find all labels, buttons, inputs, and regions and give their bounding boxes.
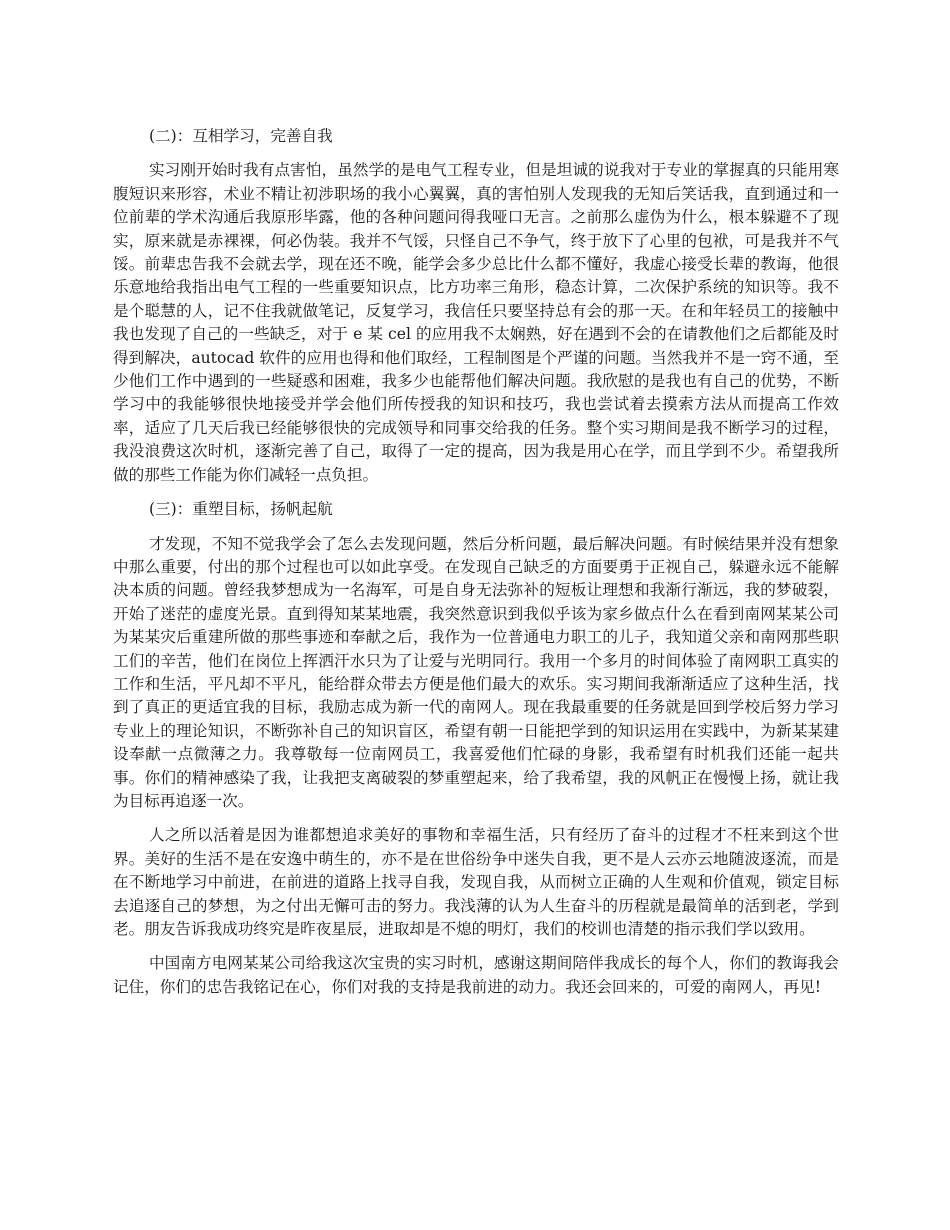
section-heading-3: (三)：重塑目标，扬帆起航 xyxy=(149,500,333,519)
paragraph-learning: 实习刚开始时我有点害怕，虽然学的是电气工程专业，但是坦诚的说我对于专业的掌握真的只能用寒腹短识来形容，术业不精让初涉职场的我小心翼翼，真的害怕别人发现我的无知后笑话我，直到通过和一位前辈的学术沟通后我原形毕露，他的各种问题问得我哑口无言。之前那么虚伪为什么，根本躲避不了现实，原来就是赤裸裸，何必伪装。我并不气馁，只怪自己不争气，终于放下了心里的包袱，可是我并不气馁。前辈忠告我不会就去学，现在还不晚，能学会多少总比什么都不懂好，我虚心接受长辈的教诲，他很乐意地给我指出电气工程的一些重要知识点，比方功率三角形，稳态计算，二次保护系统的知识等。我不是个聪慧的人，记不住我就做笔记，反复学习，我信任只要坚持总有会的那一天。在和年轻员工的接触中我也发现了自己的一些缺乏，对于 e 某 cel 的应用我不太娴熟，好在遇到不会的在请教他们之后都能及时得到解决，autocad 软件的应用也得和他们取经，工程制图是个严谨的问题。当然我并不是一窍不通，至少他们工作中遇到的一些疑惑和困难，我多少也能帮他们解决问题。我欣慰的是我也有自己的优势，不断学习中的我能够很快地接受并学会他们所传授我的知识和技巧，我也尝试着去摸索方法从而提高工作效率，适应了几天后我已经能够很快的完成领导和同事交给我的任务。整个实习期间是我不断学习的过程，我没浪费这次时机，逐渐完善了自己，取得了一定的提高，因为我是用心在学，而且学到不少。希望我所做的那些工作能为你们减轻一点负担。 xyxy=(113,161,839,484)
paragraph-thanks: 中国南方电网某某公司给我这次宝贵的实习时机，感谢这期间陪伴我成长的每个人，你们的教诲我会记住，你们的忠告我铭记在心，你们对我的支持是我前进的动力。我还会回来的，可爱的南网人，再见! xyxy=(113,954,839,996)
paragraph-goal: 才发现，不知不觉我学会了怎么去发现问题，然后分析问题，最后解决问题。有时候结果并没有想象中那么重要，付出的那个过程也可以如此享受。在发现自己缺乏的方面要勇于正视自己，躲避永远不能解决本质的问题。曾经我梦想成为一名海军，可是自身无法弥补的短板让理想和我渐行渐远，我的梦破裂，开始了迷茫的虚度光景。直到得知某某地震，我突然意识到我似乎该为家乡做点什么在看到南网某某公司为某某灾后重建所做的那些事迹和奉献之后，我作为一位普通电力职工的儿子，我知道父亲和南网那些职工们的辛苦，他们在岗位上挥洒汗水只为了让爱与光明同行。我用一个多月的时间体验了南网职工真实的工作和生活，平凡却不平凡，能给群众带去方便是他们最大的欢乐。实习期间我渐渐适应了这种生活，找到了真正的更适宜我的目标，我励志成为新一代的南网人。现在我最重要的任务就是回到学校后努力学习专业上的理论知识，不断弥补自己的知识盲区，希望有朝一日能把学到的知识运用在实践中，为新某某建设奉献一点微薄之力。我尊敬每一位南网员工，我喜爱他们忙碌的身影，我希望有时机我们还能一起共事。你们的精神感染了我，让我把支离破裂的梦重塑起来，给了我希望，我的风帆正在慢慢上扬，就让我为目标再追逐一次。 xyxy=(113,534,839,810)
section-heading-2: (二)：互相学习，完善自我 xyxy=(149,127,333,145)
document-body xyxy=(113,125,839,1010)
paragraph-life: 人之所以活着是因为谁都想追求美好的事物和幸福生活，只有经历了奋斗的过程才不枉来到这个世界。美好的生活不是在安逸中萌生的，亦不是在世俗纷争中迷失自我，更不是人云亦云地随波逐流，而是在不断地学习中前进，在前进的道路上找寻自我，发现自我，从而树立正确的人生观和价值观，锁定目标去追逐自己的梦想，为之付出无懈可击的努力。我浅薄的认为人生奋斗的历程就是最简单的活到老，学到老。朋友告诉我成功终究是昨夜星辰，进取却是不熄的明灯，我们的校训也清楚的指示我们学以致用。 xyxy=(113,826,839,938)
